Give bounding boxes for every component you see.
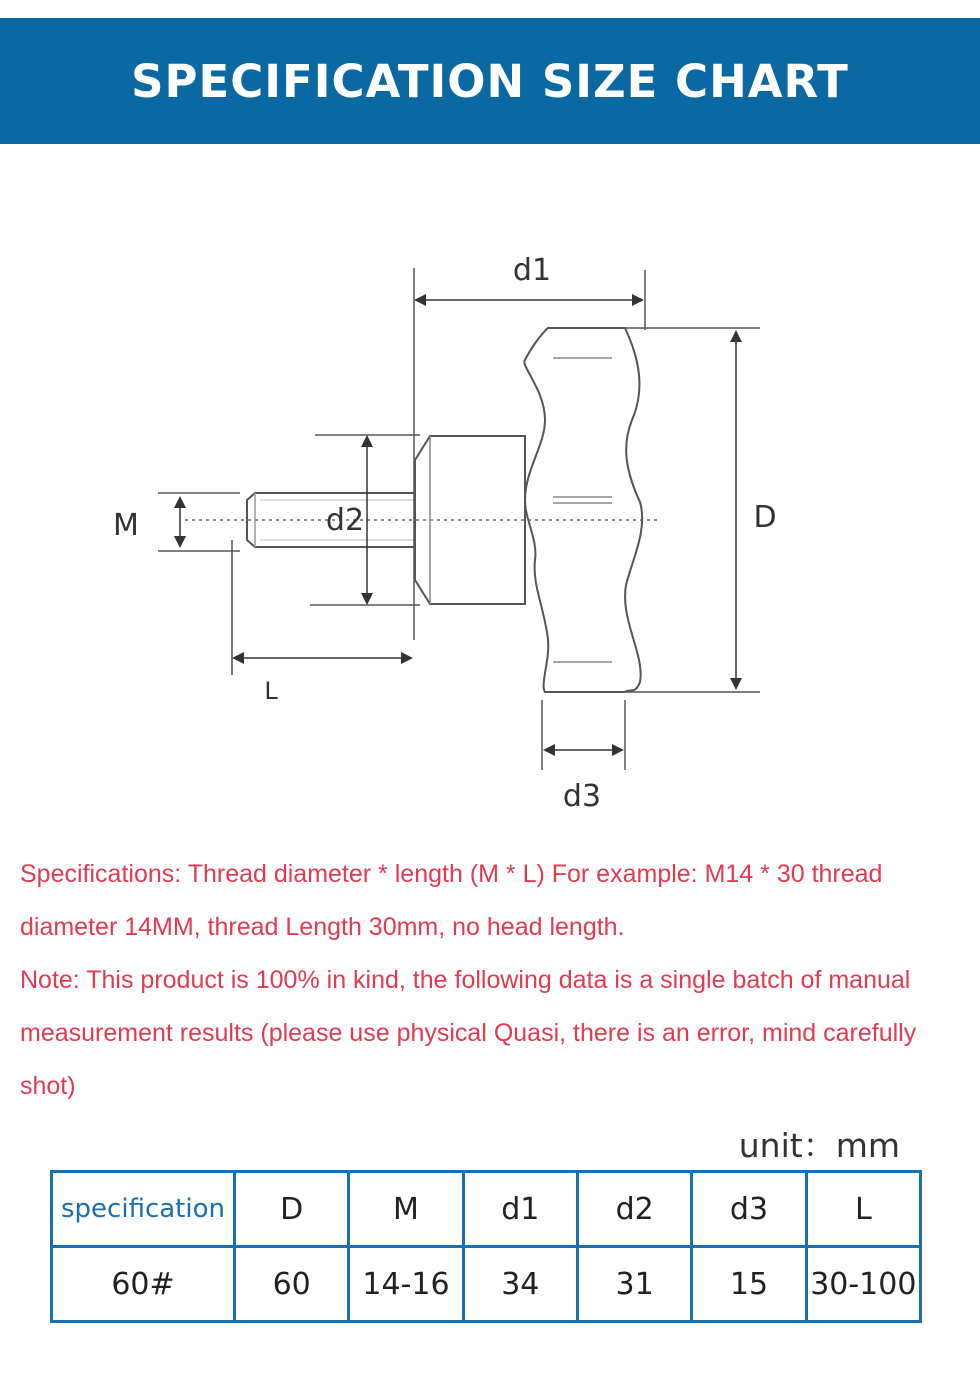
table-header: D — [235, 1172, 349, 1247]
header-banner — [0, 18, 980, 144]
spec-note-line2: Note: This product is 100% in kind, the following data is a single batch of manual measurement results (please use physical Quasi, there is an error, mind carefully shot) — [20, 966, 917, 1100]
table-header: d1 — [463, 1172, 577, 1247]
M-label: M — [113, 508, 139, 543]
table-cell: 60 — [235, 1247, 349, 1322]
table-row — [52, 1247, 921, 1322]
table-header: d2 — [577, 1172, 691, 1247]
knob-diagram — [0, 240, 980, 820]
table-cell: 15 — [692, 1247, 806, 1322]
table-cell: 30-100 — [806, 1247, 920, 1322]
unit-label: unit：mm — [738, 1126, 900, 1165]
table-header: specification — [52, 1172, 235, 1247]
D-label: D — [753, 500, 777, 535]
d2-label: d2 — [325, 503, 365, 538]
table-cell: 60# — [52, 1247, 235, 1322]
table-cell: 31 — [577, 1247, 691, 1322]
table-cell: 14-16 — [349, 1247, 463, 1322]
table-header: M — [349, 1172, 463, 1247]
spec-table — [50, 1170, 922, 1323]
table-header: L — [806, 1172, 920, 1247]
table-header: d3 — [692, 1172, 806, 1247]
knob-shape — [524, 328, 642, 692]
table-cell: 34 — [463, 1247, 577, 1322]
table-header-row — [52, 1172, 921, 1247]
d1-label: d1 — [512, 253, 552, 288]
d3-label: d3 — [562, 779, 602, 814]
L-label: L — [264, 677, 278, 705]
page-title: SPECIFICATION SIZE CHART — [131, 54, 849, 108]
spec-note-line1: Specifications: Thread diameter * length (M * L) For example: M14 * 30 thread diameter 14MM, thread Length 30mm, no head length. — [20, 860, 883, 941]
specification-notes — [20, 848, 970, 1113]
